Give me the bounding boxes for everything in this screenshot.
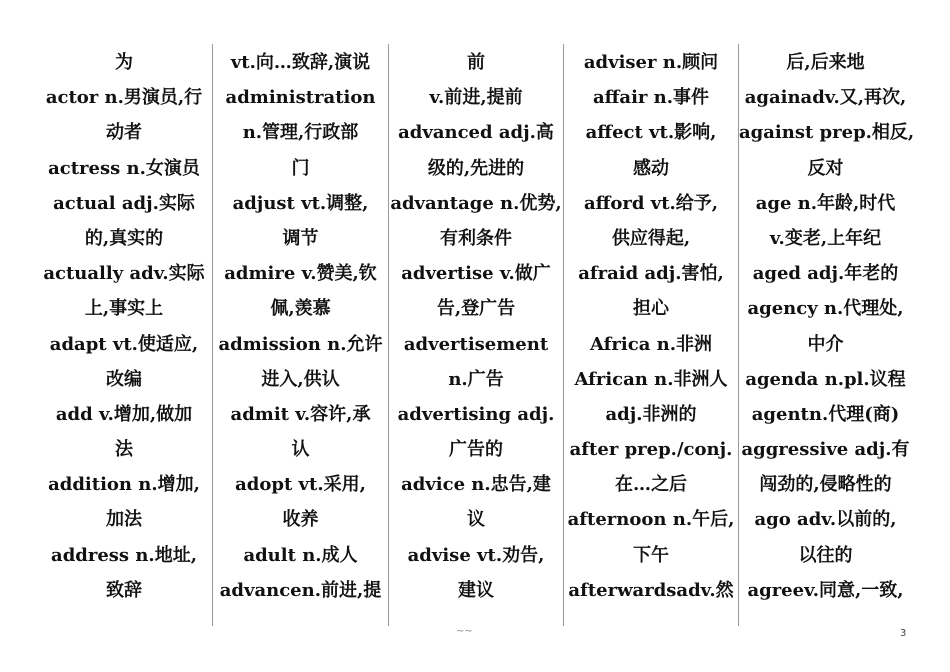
vocab-line: 佩,羡慕 (270, 298, 331, 320)
column-5 (738, 44, 915, 626)
vocab-line: aggressive adj.有 (741, 439, 910, 461)
vocab-line: afternoon n.午后, (567, 509, 735, 531)
vocab-line: 广告的 (449, 439, 503, 461)
vocab-line: 法 (115, 439, 133, 461)
vocab-line: addition n.增加, (48, 474, 200, 496)
vocab-line: 加法 (106, 509, 142, 531)
vocab-line: 进入,供认 (261, 368, 340, 390)
vocab-line: address n.地址, (51, 544, 197, 566)
vocab-line: 议 (467, 509, 485, 531)
vocab-line: aged adj.年老的 (752, 263, 899, 285)
vocab-line: 在…之后 (615, 474, 687, 496)
vocab-line: v.变老,上年纪 (769, 227, 882, 249)
vocab-line: 级的,先进的 (427, 157, 525, 179)
vocab-line: 下午 (633, 544, 669, 566)
vocab-line: 后,后来地 (786, 52, 865, 73)
vocab-line: v.前进,提前 (429, 87, 523, 109)
vocab-line: actually adv.实际 (43, 263, 205, 285)
vocab-line: vt.向…致辞,演说 (230, 52, 371, 73)
vocab-line: n.管理,行政部 (242, 122, 359, 144)
vocab-line: 以往的 (798, 544, 853, 566)
vocab-line: advancen.前进,提 (219, 579, 382, 601)
vocab-line: administration (225, 87, 376, 109)
vocab-line: affect vt.影响, (585, 122, 717, 144)
vocab-line: advertisement (403, 333, 549, 355)
vocab-line: 动者 (106, 122, 142, 144)
column-2 (212, 44, 388, 626)
vocab-line: admire v.赞美,钦 (224, 263, 377, 285)
vocab-line: 供应得起, (611, 227, 691, 249)
vocab-line: after prep./conj. (569, 439, 733, 461)
vocab-line: 前 (467, 52, 485, 73)
vocab-line: adviser n.顾问 (583, 52, 719, 73)
vocab-line: advice n.忠告,建 (401, 474, 551, 496)
column-1 (36, 44, 212, 626)
column-1-lines (36, 44, 212, 608)
vocab-line: againadv.又,再次, (744, 87, 907, 109)
vocab-line: 反对 (807, 157, 844, 179)
footer-mark: ~~ (456, 626, 473, 637)
vocab-line: agenda n.pl.议程 (745, 368, 906, 390)
vocab-line: afraid adj.害怕, (578, 263, 724, 285)
vocab-line: affair n.事件 (592, 87, 710, 109)
vocab-line: actress n.女演员 (48, 157, 200, 179)
vocab-line: 感动 (633, 157, 669, 179)
vocab-line: 认 (291, 439, 310, 461)
vocab-line: add v.增加,做加 (55, 403, 193, 425)
vocab-line: Africa n.非洲 (590, 333, 712, 355)
vocab-line: 上,事实上 (84, 298, 164, 320)
vocab-line: 致辞 (106, 579, 142, 601)
vocab-line: 的,真实的 (84, 227, 164, 249)
vocab-line: 为 (115, 52, 133, 73)
vocab-line: African n.非洲人 (574, 368, 728, 390)
vocab-line: adapt vt.使适应, (49, 333, 199, 355)
vocab-line: adjust vt.调整, (232, 192, 369, 214)
vocab-line: against prep.相反, (739, 122, 915, 144)
vocab-line: admit v.容许,承 (230, 403, 371, 425)
vocab-line: actor n.男演员,行 (45, 87, 203, 109)
vocab-line: 担心 (633, 298, 669, 320)
vocab-line: advantage n.优势, (390, 192, 562, 214)
vocab-line: adult n.成人 (243, 544, 358, 566)
vocab-line: agentn.代理(商) (751, 403, 900, 425)
vocab-line: ago adv.以前的, (754, 509, 897, 531)
vocab-line: afford vt.给予, (583, 192, 719, 214)
vocab-line: agency n.代理处, (747, 298, 904, 320)
vocab-line: 改编 (106, 368, 142, 390)
vocab-line: advanced adj.高 (398, 122, 554, 144)
vocab-line: 中介 (807, 333, 844, 355)
vocab-line: adopt vt.采用, (235, 474, 366, 496)
vocab-line: 建议 (458, 579, 494, 601)
vocab-line: admission n.允许 (218, 333, 383, 355)
vocab-line: adj.非洲的 (605, 403, 697, 425)
vocab-line: 门 (291, 157, 310, 179)
vocab-line: 调节 (282, 227, 319, 249)
vocab-line: actual adj.实际 (53, 192, 195, 214)
vocab-line: 告,登广告 (436, 298, 516, 320)
column-4-lines (564, 44, 738, 608)
vocab-line: advise vt.劝告, (407, 544, 545, 566)
vocab-line: 有利条件 (440, 227, 512, 249)
vocab-line: advertising adj. (397, 403, 555, 425)
column-4 (563, 44, 738, 626)
column-5-lines (739, 44, 915, 608)
vocab-line: age n.年龄,时代 (755, 192, 896, 214)
vocab-line: agreev.同意,一致, (747, 579, 904, 601)
column-3 (388, 44, 563, 626)
vocab-line: advertise v.做广 (401, 263, 551, 285)
vocab-line: afterwardsadv.然 (568, 579, 734, 601)
word-list-columns (36, 44, 915, 626)
page-number: 3 (900, 628, 907, 639)
vocab-line: 收养 (282, 509, 319, 531)
vocab-line: n.广告 (448, 368, 504, 390)
vocab-line: 闯劲的,侵略性的 (759, 474, 892, 496)
column-2-lines (213, 44, 388, 608)
column-3-lines (389, 44, 563, 608)
